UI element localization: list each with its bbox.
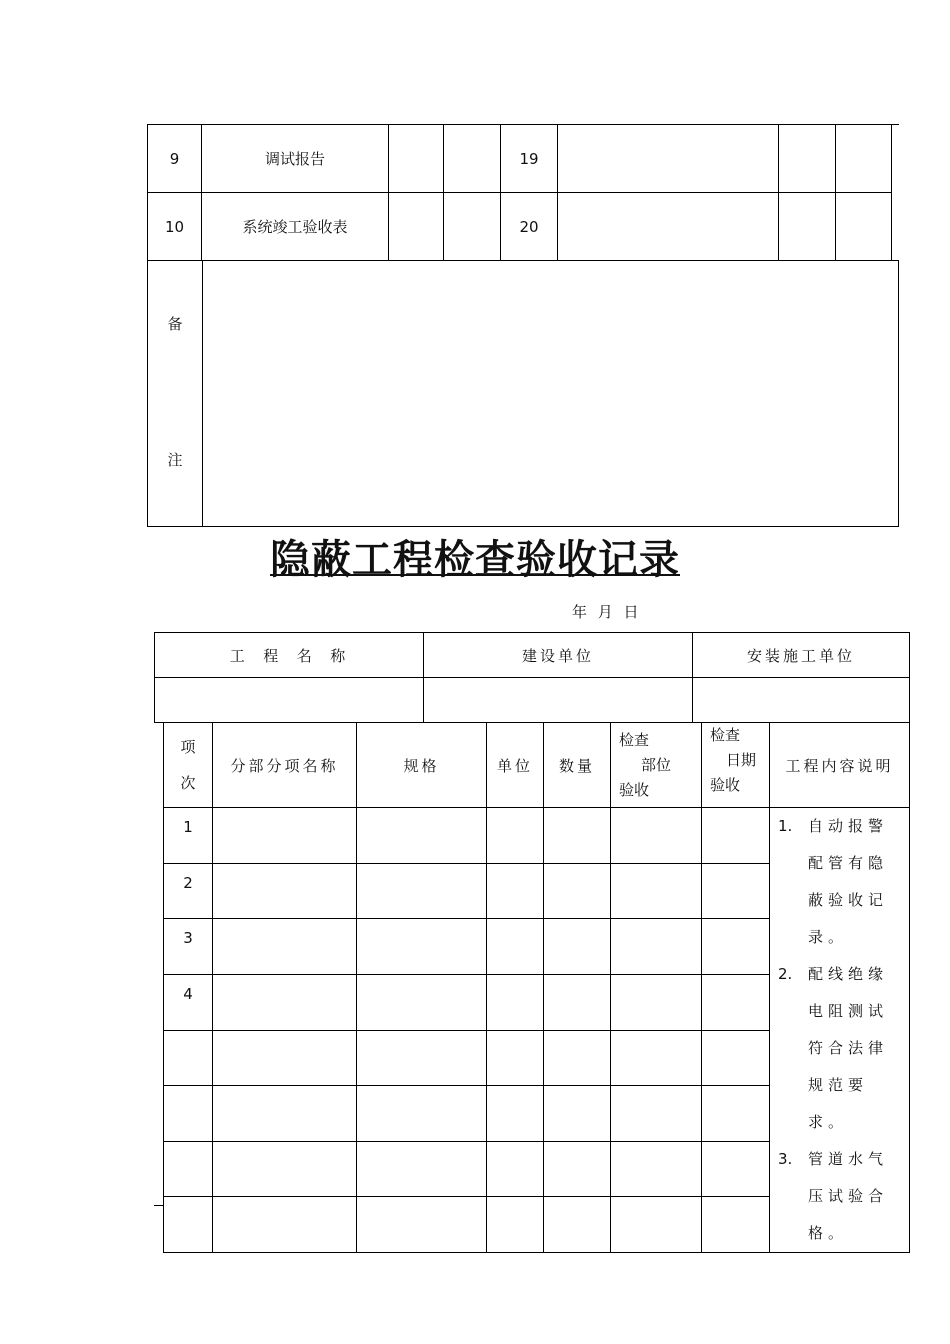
item-header-top: 项	[180, 738, 196, 756]
item-number	[164, 1141, 213, 1197]
installer-unit-header: 安装施工单位	[693, 633, 910, 678]
project-name-header: 工 程 名 称	[155, 633, 424, 678]
blank-cell	[357, 919, 487, 975]
blank-cell	[779, 125, 836, 193]
blank-cell	[487, 1141, 544, 1197]
project-info-table	[154, 632, 910, 723]
materials-table	[147, 124, 892, 261]
inspect-date-header	[702, 723, 770, 808]
note-text: 管道水气压试验合格。	[808, 1150, 889, 1242]
blank-cell	[611, 1141, 702, 1197]
list-item	[770, 1141, 909, 1252]
table-row	[148, 193, 892, 261]
blank-cell	[702, 808, 770, 864]
row-number: 10	[148, 193, 202, 261]
blank-cell	[487, 974, 544, 1030]
blank-cell	[213, 1197, 357, 1253]
item-number	[164, 1086, 213, 1142]
list-item	[770, 808, 909, 956]
header-line: 部位	[641, 755, 672, 774]
note-number: 2.	[778, 965, 793, 983]
document-name	[558, 193, 779, 261]
item-header-bottom: 次	[180, 774, 196, 792]
table-row	[155, 633, 910, 678]
spec-header: 规格	[357, 723, 487, 808]
blank-cell	[611, 919, 702, 975]
note-number: 1.	[778, 817, 793, 835]
item-number: 2	[164, 863, 213, 919]
table-edge-mark	[891, 124, 899, 125]
construction-unit-header: 建设单位	[424, 633, 693, 678]
blank-cell	[487, 919, 544, 975]
blank-cell	[544, 1197, 611, 1253]
item-number: 3	[164, 919, 213, 975]
remarks-label-cell	[148, 261, 203, 526]
blank-cell	[702, 1141, 770, 1197]
blank-cell	[779, 193, 836, 261]
item-number: 4	[164, 974, 213, 1030]
document-name	[558, 125, 779, 193]
blank-cell	[544, 808, 611, 864]
note-number: 3.	[778, 1150, 793, 1168]
blank-cell	[444, 125, 501, 193]
blank-cell	[544, 1086, 611, 1142]
blank-cell	[357, 808, 487, 864]
table-edge-mark	[154, 1205, 163, 1206]
blank-cell	[357, 863, 487, 919]
blank-cell	[357, 974, 487, 1030]
item-number-header	[164, 723, 213, 808]
blank-cell	[487, 863, 544, 919]
blank-cell	[487, 808, 544, 864]
blank-cell	[611, 1086, 702, 1142]
row-number: 19	[501, 125, 558, 193]
blank-cell	[213, 1141, 357, 1197]
installer-unit-value	[693, 678, 910, 723]
header-line: 验收	[710, 776, 741, 794]
blank-cell	[357, 1086, 487, 1142]
page-title: 隐蔽工程检查验收记录	[270, 536, 680, 583]
note-text: 自动报警配管有隐蔽验收记录。	[808, 817, 889, 946]
header-line: 检查	[710, 726, 741, 744]
header-line: 验收	[619, 780, 650, 799]
item-number: 1	[164, 808, 213, 864]
blank-cell	[544, 919, 611, 975]
table-row	[148, 125, 892, 193]
notes-list	[770, 808, 909, 1252]
sub-item-name-header: 分部分项名称	[213, 723, 357, 808]
blank-cell	[389, 193, 444, 261]
blank-cell	[213, 808, 357, 864]
description-notes	[770, 808, 910, 1253]
project-name-value	[155, 678, 424, 723]
blank-cell	[357, 1141, 487, 1197]
blank-cell	[544, 863, 611, 919]
remarks-label-bottom: 注	[167, 451, 183, 469]
quantity-header: 数量	[544, 723, 611, 808]
blank-cell	[389, 125, 444, 193]
remarks-box	[147, 260, 899, 527]
blank-cell	[444, 193, 501, 261]
blank-cell	[213, 974, 357, 1030]
blank-cell	[611, 808, 702, 864]
table-row	[164, 808, 910, 864]
blank-cell	[544, 1030, 611, 1086]
blank-cell	[611, 974, 702, 1030]
blank-cell	[836, 125, 892, 193]
blank-cell	[487, 1030, 544, 1086]
blank-cell	[611, 863, 702, 919]
blank-cell	[611, 1197, 702, 1253]
blank-cell	[544, 974, 611, 1030]
blank-cell	[836, 193, 892, 261]
blank-cell	[702, 1197, 770, 1253]
blank-cell	[702, 1086, 770, 1142]
inspection-detail-table	[163, 722, 910, 1253]
blank-cell	[213, 863, 357, 919]
blank-cell	[213, 919, 357, 975]
blank-cell	[611, 1030, 702, 1086]
construction-unit-value	[424, 678, 693, 723]
blank-cell	[702, 919, 770, 975]
blank-cell	[213, 1086, 357, 1142]
table-row	[155, 678, 910, 723]
blank-cell	[487, 1197, 544, 1253]
blank-cell	[357, 1197, 487, 1253]
description-header: 工程内容说明	[770, 723, 910, 808]
blank-cell	[544, 1141, 611, 1197]
document-name: 调试报告	[202, 125, 389, 193]
blank-cell	[702, 974, 770, 1030]
remarks-label-top: 备	[167, 315, 183, 333]
note-text: 配线绝缘电阻测试符合法律规范要求。	[808, 965, 889, 1131]
item-number	[164, 1030, 213, 1086]
table-header-row	[164, 723, 910, 808]
blank-cell	[702, 863, 770, 919]
document-name: 系统竣工验收表	[202, 193, 389, 261]
blank-cell	[702, 1030, 770, 1086]
blank-cell	[487, 1086, 544, 1142]
blank-cell	[213, 1030, 357, 1086]
row-number: 9	[148, 125, 202, 193]
blank-cell	[357, 1030, 487, 1086]
date-label: 年 月 日	[572, 603, 642, 621]
header-line: 检查	[619, 730, 650, 749]
header-line: 日期	[726, 751, 757, 769]
item-number	[164, 1197, 213, 1253]
inspect-part-header	[611, 723, 702, 808]
row-number: 20	[501, 193, 558, 261]
list-item	[770, 956, 909, 1141]
unit-header: 单位	[487, 723, 544, 808]
